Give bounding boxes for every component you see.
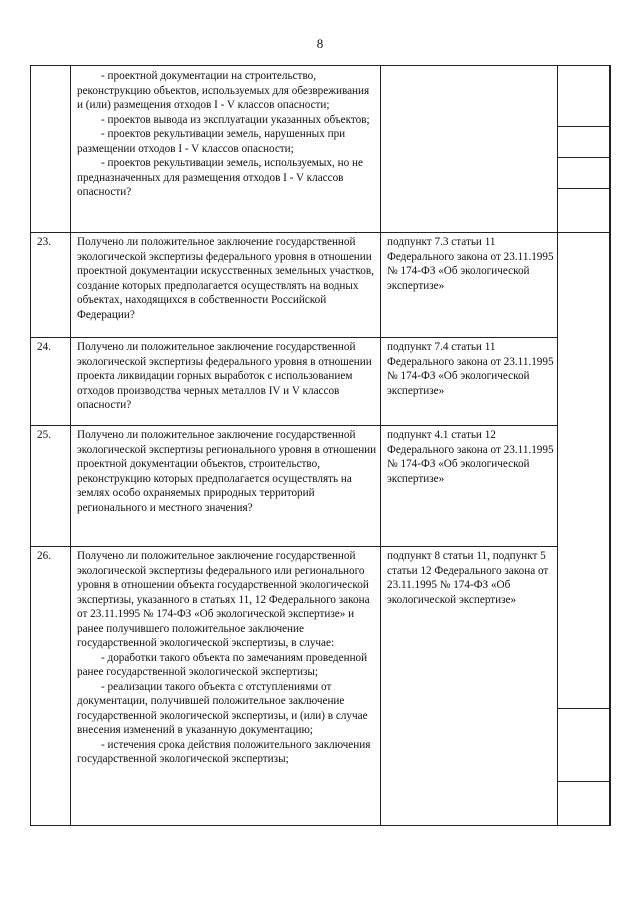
row-question: Получено ли положительное заключение государственной экологической экспертизы федерального уровня в отношении проекта ликвидации горных выработок с использованием отходов производства черных металлов IV и V классов опасности? bbox=[77, 341, 372, 411]
row-reference: подпункт 7.3 статьи 11 Федерального закона от 23.11.1995 № 174-ФЗ «Об экологической экспертизе» bbox=[387, 236, 554, 292]
row-divider bbox=[557, 708, 609, 709]
row-number: 26. bbox=[37, 550, 51, 562]
row-question-block bbox=[77, 549, 377, 767]
list-item: - проектов рекультивации земель, нарушенных при размещении отходов I - V классов опасности; bbox=[77, 128, 346, 155]
continuation-text bbox=[77, 69, 377, 200]
row-divider bbox=[31, 337, 557, 338]
row-question: Получено ли положительное заключение государственной экологической экспертизы федерального уровня в отношении проектной документации искусственных земельных участков, создание которых предполагается осуществлять на водных объектах, находящихся в собственности Российской Федерации? bbox=[77, 236, 374, 321]
column-divider bbox=[609, 66, 610, 825]
column-divider bbox=[380, 66, 381, 825]
page-number: 8 bbox=[316, 36, 324, 51]
checklist-table bbox=[30, 65, 611, 826]
row-divider bbox=[31, 232, 557, 233]
row-divider bbox=[557, 781, 609, 782]
row-reference: подпункт 7.4 статьи 11 Федерального закона от 23.11.1995 № 174-ФЗ «Об экологической экспертизе» bbox=[387, 341, 554, 397]
row-number: 25. bbox=[37, 429, 51, 441]
row-number: 24. bbox=[37, 341, 51, 353]
list-item: - реализации такого объекта с отступлениями от документации, получившей положительное заключение государственной экологической экспертизы, и (или) в случае внесения изменений в указанную документацию; bbox=[77, 680, 368, 736]
row-question: Получено ли положительное заключение государственной экологической экспертизы федерального или регионального уровня в отношении объекта государственной экологической экспертизы, указанного в статьях 11, 12 Федерального закона от 23.11.1995 № 174-ФЗ «Об экологической экспертизе» и ранее получившего положительное заключение государственной экологической экспертизы, в случае: bbox=[77, 550, 370, 649]
row-question: Получено ли положительное заключение государственной экологической экспертизы регионального уровня в отношении проектной документации объектов, строительство, реконструкцию которых предполагается осуществлять на землях особо охраняемых природных территорий регионального и местного значения? bbox=[77, 429, 377, 514]
list-item: - проектной документации на строительство, реконструкцию объектов, используемых для обезвреживания и (или) размещения отходов I - V классов опасности; bbox=[77, 70, 370, 111]
row-number: 23. bbox=[37, 236, 51, 248]
column-divider bbox=[70, 66, 71, 825]
row-reference: подпункт 8 статьи 11, подпункт 5 статьи 12 Федерального закона от 23.11.1995 № 174-ФЗ «Об экологической экспертизе» bbox=[387, 550, 549, 606]
list-item: - проектов вывода из эксплуатации указанных объектов; bbox=[101, 113, 370, 126]
row-reference: подпункт 4.1 статьи 12 Федерального закона от 23.11.1995 № 174-ФЗ «Об экологической экспертизе» bbox=[387, 429, 554, 485]
list-item: - доработки такого объекта по замечаниям проведенной ранее государственной экологической экспертизы; bbox=[77, 651, 368, 678]
row-divider bbox=[557, 157, 609, 158]
row-divider bbox=[557, 232, 609, 233]
column-divider bbox=[557, 66, 558, 825]
row-divider bbox=[31, 425, 557, 426]
row-divider bbox=[31, 546, 557, 547]
row-divider bbox=[557, 188, 609, 189]
list-item: - проектов рекультивации земель, используемых, но не предназначенных для размещения отходов I - V классов опасности? bbox=[77, 157, 363, 198]
list-item: - истечения срока действия положительного заключения государственной экологической экспертизы; bbox=[77, 738, 371, 765]
row-divider bbox=[557, 126, 609, 127]
